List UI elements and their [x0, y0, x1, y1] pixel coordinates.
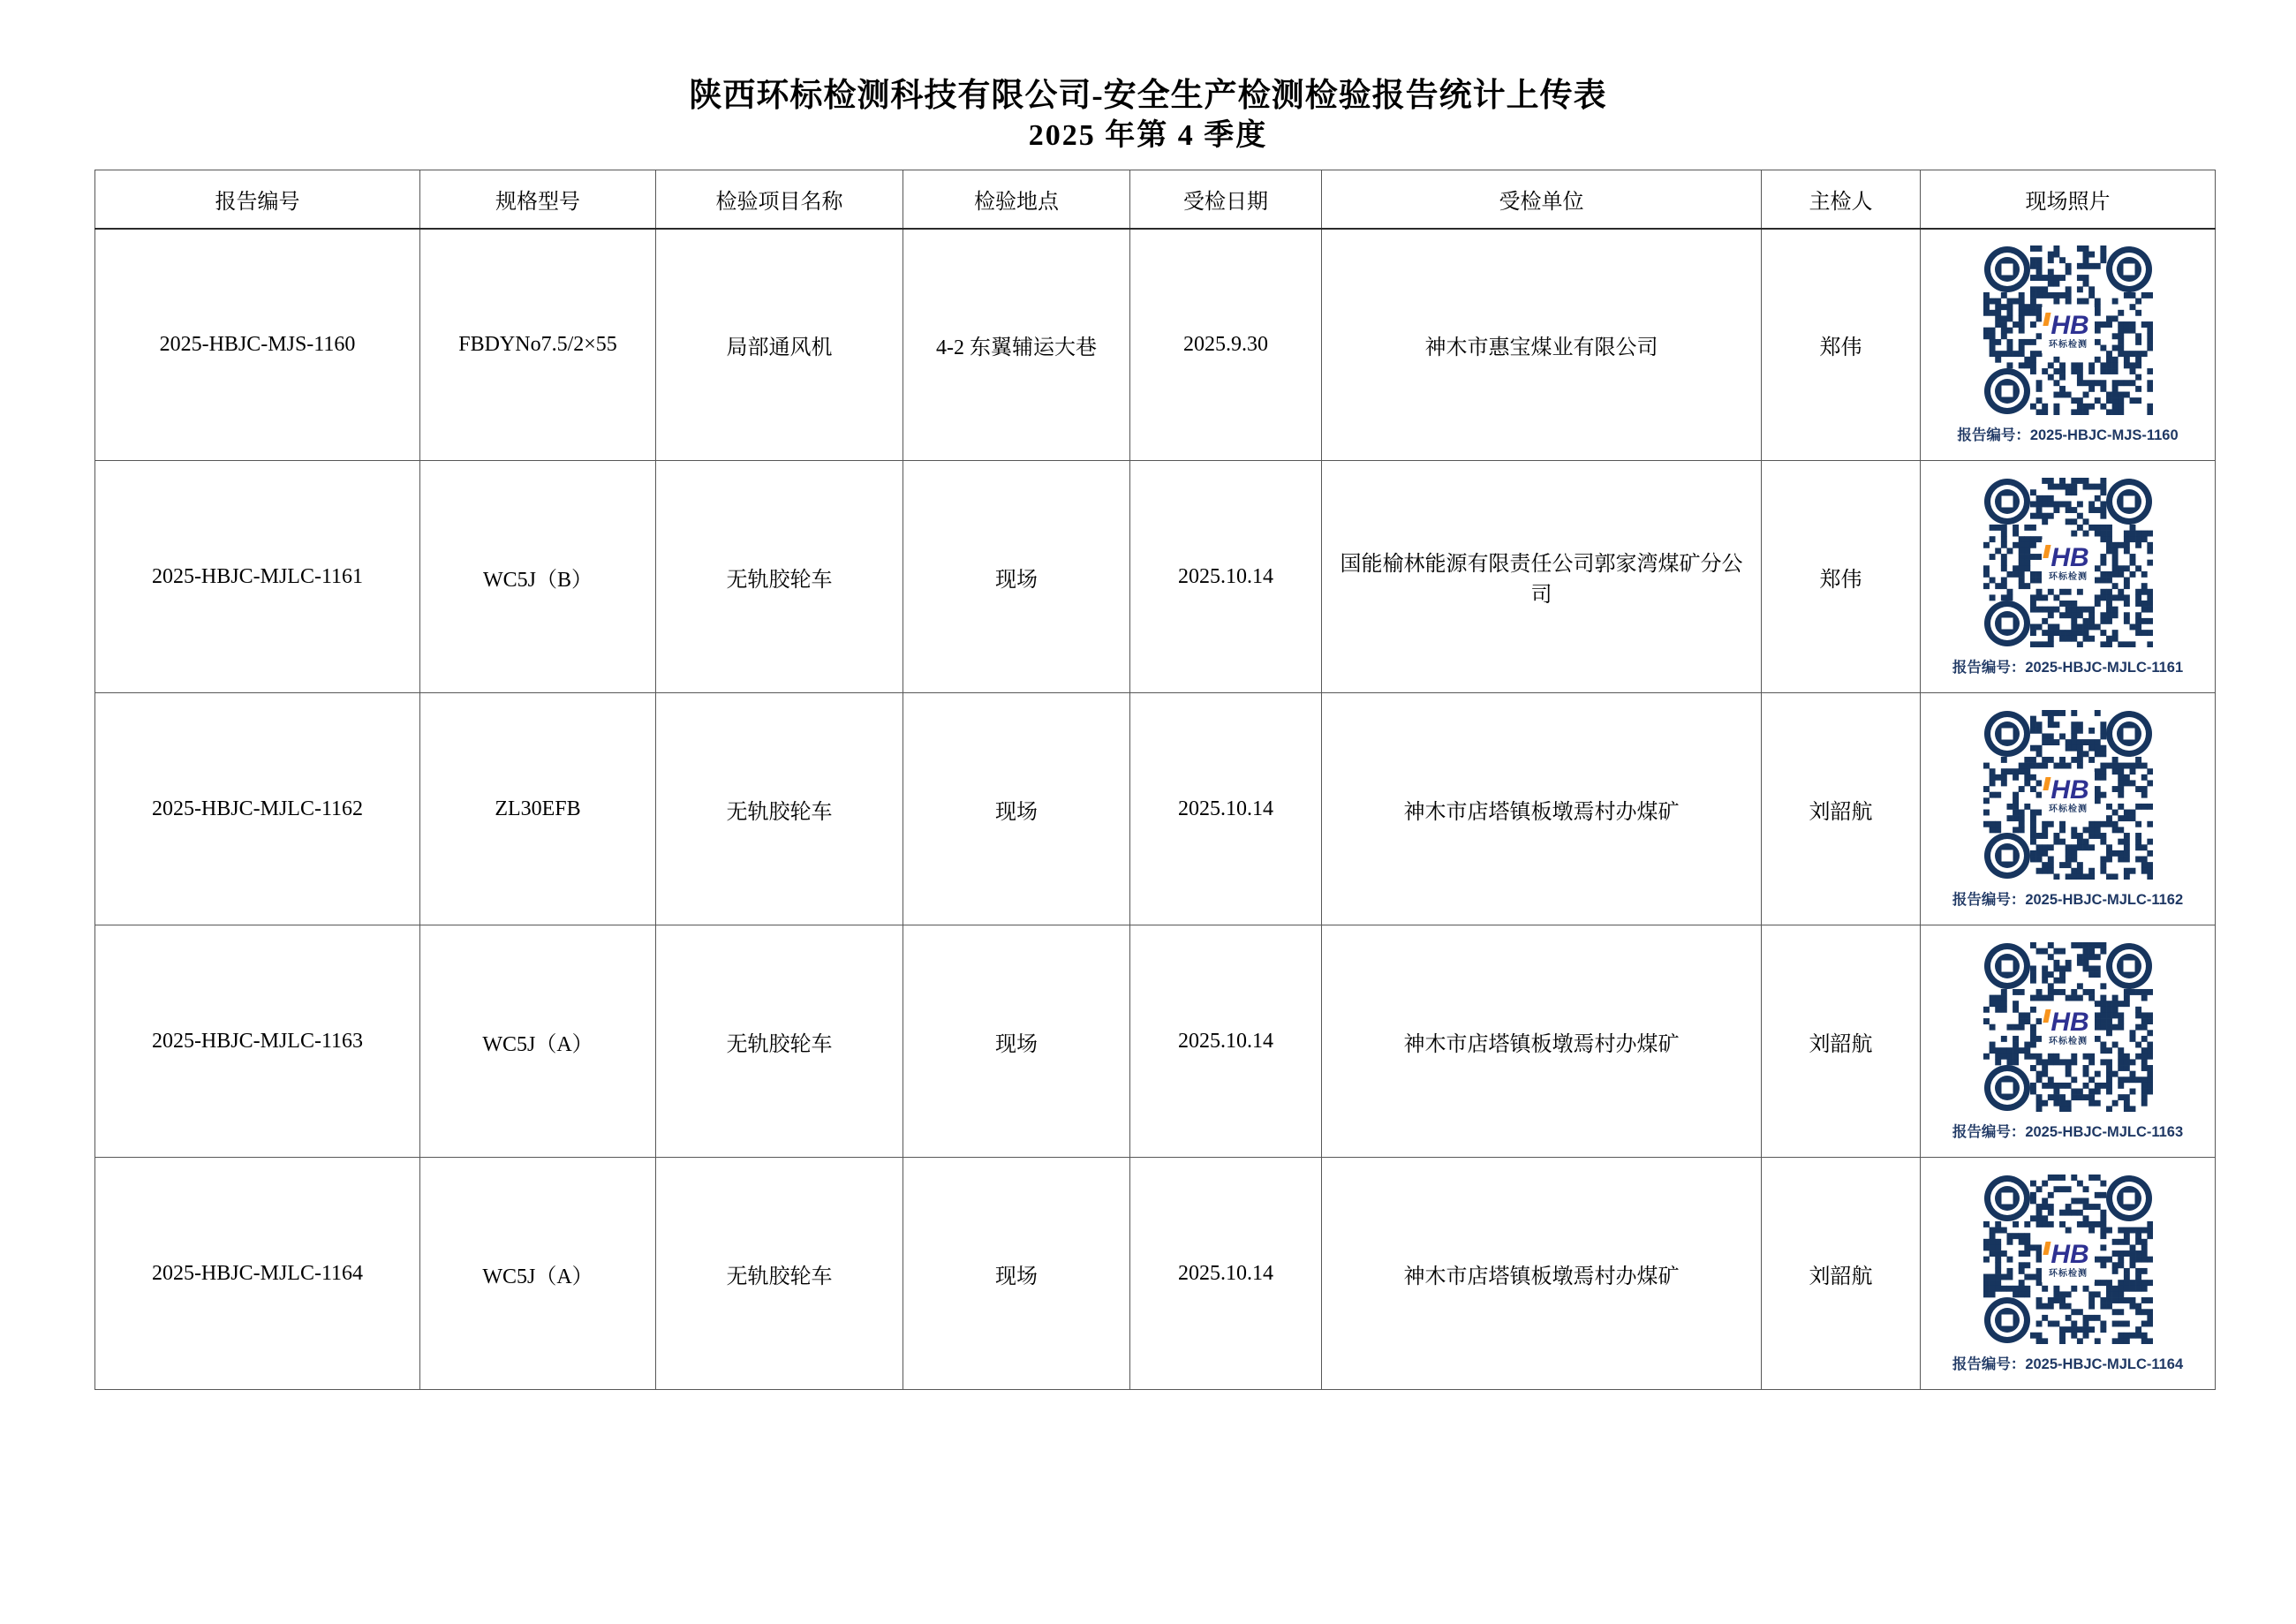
cell-report_no: 2025-HBJC-MJLC-1163 — [95, 925, 420, 1158]
qr-caption: 报告编号：2025-HBJC-MJLC-1164 — [1952, 1356, 2184, 1372]
svg-text:HB: HB — [2050, 310, 2089, 340]
cell-date: 2025.10.14 — [1130, 461, 1322, 693]
site-photo-block — [1930, 1175, 2206, 1373]
cell-inspector: 郑伟 — [1762, 229, 1921, 461]
cell-inspector: 刘韶航 — [1762, 693, 1921, 925]
qr-code-image — [1983, 710, 2153, 880]
column-header-item: 检验项目名称 — [656, 170, 903, 229]
page-title: 陕西环标检测科技有限公司-安全生产检测检验报告统计上传表 — [689, 78, 1607, 114]
cell-report_no: 2025-HBJC-MJLC-1161 — [95, 461, 420, 693]
qr-code-image — [1983, 942, 2153, 1112]
cell-inspector: 刘韶航 — [1762, 925, 1921, 1158]
cell-item: 无轨胶轮车 — [656, 693, 903, 925]
qr-caption: 报告编号：2025-HBJC-MJS-1160 — [1957, 427, 2179, 443]
svg-text:环标检测: 环标检测 — [2048, 1268, 2088, 1279]
cell-inspector: 刘韶航 — [1762, 1158, 1921, 1390]
cell-model: WC5J（A） — [420, 1158, 656, 1390]
cell-date: 2025.10.14 — [1130, 693, 1322, 925]
table-row — [95, 461, 2216, 693]
table-row — [95, 693, 2216, 925]
cell-unit: 神木市店塔镇板墩焉村办煤矿 — [1322, 925, 1762, 1158]
svg-text:环标检测: 环标检测 — [2048, 571, 2088, 582]
qr-code-image — [1983, 245, 2153, 415]
table-header-row — [95, 170, 2216, 229]
qr-code-image — [1983, 478, 2153, 647]
cell-item: 无轨胶轮车 — [656, 925, 903, 1158]
column-header-unit: 受检单位 — [1322, 170, 1762, 229]
cell-report_no: 2025-HBJC-MJLC-1162 — [95, 693, 420, 925]
table-row — [95, 229, 2216, 461]
table-row — [95, 925, 2216, 1158]
cell-unit: 神木市店塔镇板墩焉村办煤矿 — [1322, 693, 1762, 925]
column-header-inspector: 主检人 — [1762, 170, 1921, 229]
cell-date: 2025.10.14 — [1130, 1158, 1322, 1390]
cell-photo — [1921, 693, 2216, 925]
cell-report_no: 2025-HBJC-MJLC-1164 — [95, 1158, 420, 1390]
qr-caption: 报告编号：2025-HBJC-MJLC-1162 — [1952, 891, 2184, 908]
cell-location: 4-2 东翼辅运大巷 — [903, 229, 1130, 461]
cell-model: WC5J（A） — [420, 925, 656, 1158]
cell-location: 现场 — [903, 925, 1130, 1158]
cell-unit: 神木市店塔镇板墩焉村办煤矿 — [1322, 1158, 1762, 1390]
qr-code-image — [1983, 1175, 2153, 1344]
cell-unit: 国能榆林能源有限责任公司郭家湾煤矿分公司 — [1322, 461, 1762, 693]
column-header-location: 检验地点 — [903, 170, 1130, 229]
cell-date: 2025.10.14 — [1130, 925, 1322, 1158]
svg-text:HB: HB — [2050, 1239, 2089, 1269]
table-row — [95, 1158, 2216, 1390]
qr-caption: 报告编号：2025-HBJC-MJLC-1161 — [1952, 659, 2184, 676]
svg-text:环标检测: 环标检测 — [2048, 1036, 2088, 1046]
cell-model: WC5J（B） — [420, 461, 656, 693]
cell-location: 现场 — [903, 693, 1130, 925]
site-photo-block — [1930, 245, 2206, 444]
cell-photo — [1921, 229, 2216, 461]
site-photo-block — [1930, 478, 2206, 676]
report-table — [94, 170, 2216, 1390]
cell-location: 现场 — [903, 461, 1130, 693]
page-subtitle: 2025 年第 4 季度 — [1028, 119, 1268, 152]
column-header-photo: 现场照片 — [1921, 170, 2216, 229]
site-photo-block — [1930, 942, 2206, 1141]
table-body — [95, 229, 2216, 1390]
cell-unit: 神木市惠宝煤业有限公司 — [1322, 229, 1762, 461]
svg-text:环标检测: 环标检测 — [2048, 339, 2088, 350]
svg-text:HB: HB — [2050, 542, 2089, 572]
cell-model: ZL30EFB — [420, 693, 656, 925]
title-block — [0, 0, 2296, 155]
cell-report_no: 2025-HBJC-MJS-1160 — [95, 229, 420, 461]
cell-date: 2025.9.30 — [1130, 229, 1322, 461]
cell-photo — [1921, 925, 2216, 1158]
svg-text:环标检测: 环标检测 — [2048, 804, 2088, 814]
column-header-model: 规格型号 — [420, 170, 656, 229]
cell-inspector: 郑伟 — [1762, 461, 1921, 693]
cell-location: 现场 — [903, 1158, 1130, 1390]
cell-model: FBDYNo7.5/2×55 — [420, 229, 656, 461]
site-photo-block — [1930, 710, 2206, 909]
cell-item: 无轨胶轮车 — [656, 1158, 903, 1390]
column-header-report_no: 报告编号 — [95, 170, 420, 229]
qr-caption: 报告编号：2025-HBJC-MJLC-1163 — [1952, 1123, 2184, 1140]
cell-photo — [1921, 461, 2216, 693]
svg-text:HB: HB — [2050, 774, 2089, 804]
cell-photo — [1921, 1158, 2216, 1390]
svg-text:HB: HB — [2050, 1007, 2089, 1037]
column-header-date: 受检日期 — [1130, 170, 1322, 229]
cell-item: 局部通风机 — [656, 229, 903, 461]
cell-item: 无轨胶轮车 — [656, 461, 903, 693]
